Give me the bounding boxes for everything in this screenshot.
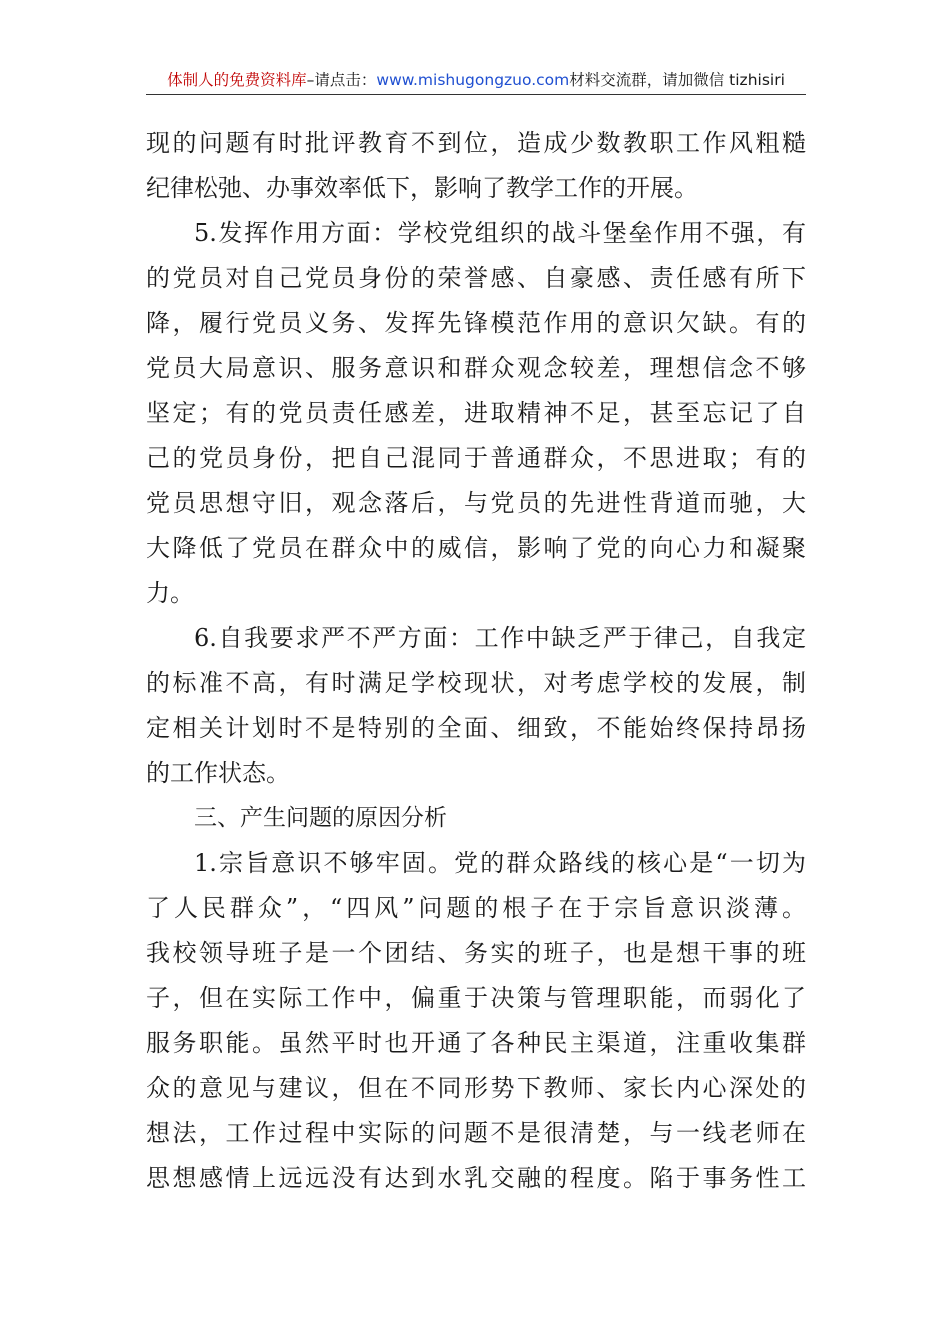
body-line: 己的党员身份，把自己混同于普通群众，不思进取；有的 — [146, 444, 806, 472]
body-line: 的党员对自己党员身份的荣誉感、自豪感、责任感有所下 — [146, 264, 806, 292]
header-suffix: 材料交流群，请加微信 tizhisiri — [569, 71, 785, 89]
body-line: 大降低了党员在群众中的威信，影响了党的向心力和凝聚 — [146, 534, 806, 562]
page-header — [146, 66, 806, 95]
paragraph-start-line: 1.宗旨意识不够牢固。党的群众路线的核心是“一切为 — [194, 849, 806, 877]
body-line: 众的意见与建议，但在不同形势下教师、家长内心深处的 — [146, 1074, 806, 1102]
body-line: 了人民群众”，“四风”问题的根子在于宗旨意识淡薄。 — [146, 894, 806, 922]
body-line: 党员大局意识、服务意识和群众观念较差，理想信念不够 — [146, 354, 806, 382]
body-line: 现的问题有时批评教育不到位，造成少数教职工作风粗糙 — [146, 129, 806, 157]
header-prompt: –请点击： — [306, 71, 377, 89]
body-line: 党员思想守旧，观念落后，与党员的先进性背道而驰，大 — [146, 489, 806, 517]
body-line: 想法，工作过程中实际的问题不是很清楚，与一线老师在 — [146, 1119, 806, 1147]
body-line: 力。 — [146, 579, 194, 607]
body-line: 思想感情上远远没有达到水乳交融的程度。陷于事务性工 — [146, 1164, 806, 1192]
body-line: 子，但在实际工作中，偏重于决策与管理职能，而弱化了 — [146, 984, 806, 1012]
paragraph-start-line: 6.自我要求严不严方面：工作中缺乏严于律己，自我定 — [194, 624, 806, 652]
body-line: 我校领导班子是一个团结、务实的班子，也是想干事的班 — [146, 939, 806, 967]
body-line: 的工作状态。 — [146, 759, 290, 787]
body-line: 纪律松弛、办事效率低下，影响了教学工作的开展。 — [146, 174, 698, 202]
body-line: 的标准不高，有时满足学校现状，对考虑学校的发展，制 — [146, 669, 806, 697]
body-line: 服务职能。虽然平时也开通了各种民主渠道，注重收集群 — [146, 1029, 806, 1057]
body-line: 定相关计划时不是特别的全面、细致，不能始终保持昂扬 — [146, 714, 806, 742]
body-line: 坚定；有的党员责任感差，进取精神不足，甚至忘记了自 — [146, 399, 806, 427]
header-url-link[interactable]: www.mishugongzuo.com — [376, 71, 570, 89]
paragraph-start-line: 5.发挥作用方面：学校党组织的战斗堡垒作用不强，有 — [194, 219, 806, 247]
header-brand: 体制人的免费资料库 — [167, 71, 307, 89]
body-line: 降，履行党员义务、发挥先锋模范作用的意识欠缺。有的 — [146, 309, 806, 337]
section-heading: 三、产生问题的原因分析 — [194, 805, 447, 831]
